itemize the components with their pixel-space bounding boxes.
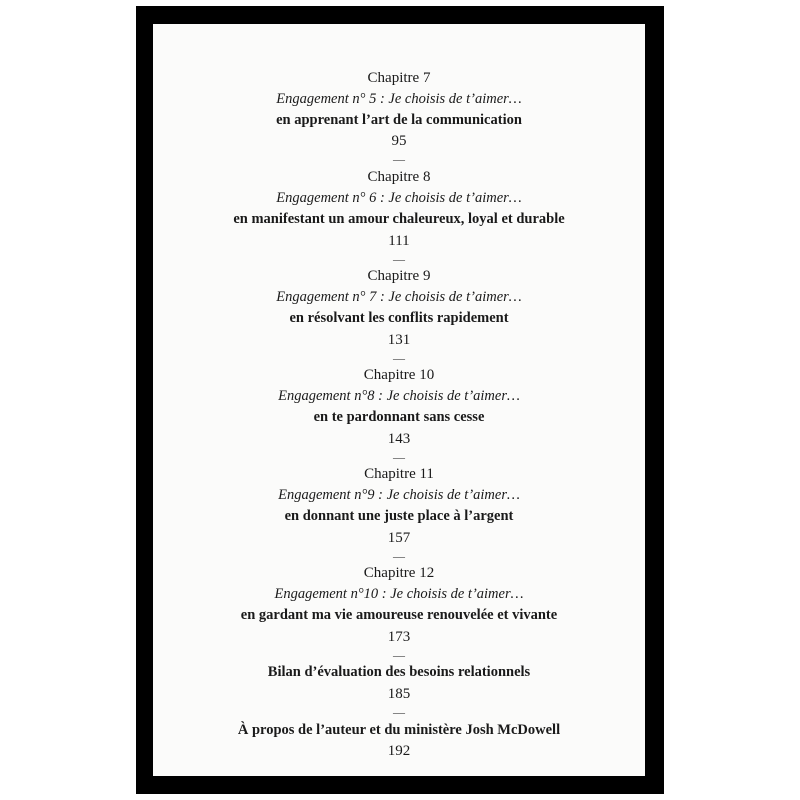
chapter-heading: Chapitre 12 [363,565,435,581]
engagement-line: Engagement n° 5 : Je choisis de t’aimer… [276,91,522,107]
engagement-line: Engagement n° 7 : Je choisis de t’aimer… [276,289,522,305]
page-number: 131 [387,332,411,348]
page-number: 143 [387,431,411,447]
chapter-title: en donnant une juste place à l’argent [284,508,514,524]
engagement-line: Engagement n°10 : Je choisis de t’aimer… [274,586,524,602]
page-number: 185 [387,686,411,702]
page-number: 111 [388,233,410,249]
page-number: 95 [391,133,407,149]
engagement-line: Engagement n° 6 : Je choisis de t’aimer… [276,190,522,206]
chapter-heading: Chapitre 10 [363,367,435,383]
page-frame [136,6,664,794]
book-page [153,24,645,776]
chapter-title: en te pardonnant sans cesse [313,409,485,425]
chapter-heading: Chapitre 9 [367,268,431,284]
section-title: À propos de l’auteur et du ministère Josh McDowell [237,722,561,738]
separator: — [393,705,405,719]
separator: — [393,152,405,166]
engagement-line: Engagement n°8 : Je choisis de t’aimer… [278,388,520,404]
chapter-title: en manifestant un amour chaleureux, loyal et durable [233,211,565,227]
separator: — [393,549,405,563]
separator: — [393,252,405,266]
separator: — [393,450,405,464]
section-title: Bilan d’évaluation des besoins relationnels [267,664,531,680]
page-number: 173 [387,629,411,645]
chapter-heading: Chapitre 8 [367,169,431,185]
separator: — [393,648,405,662]
page-number: 157 [387,530,411,546]
engagement-line: Engagement n°9 : Je choisis de t’aimer… [278,487,520,503]
chapter-heading: Chapitre 11 [364,466,434,482]
chapter-heading: Chapitre 7 [367,70,431,86]
separator: — [393,351,405,365]
chapter-title: en apprenant l’art de la communication [276,112,522,128]
chapter-title: en résolvant les conflits rapidement [289,310,509,326]
page-number: 192 [387,743,411,759]
chapter-title: en gardant ma vie amoureuse renouvelée et vivante [240,607,558,623]
